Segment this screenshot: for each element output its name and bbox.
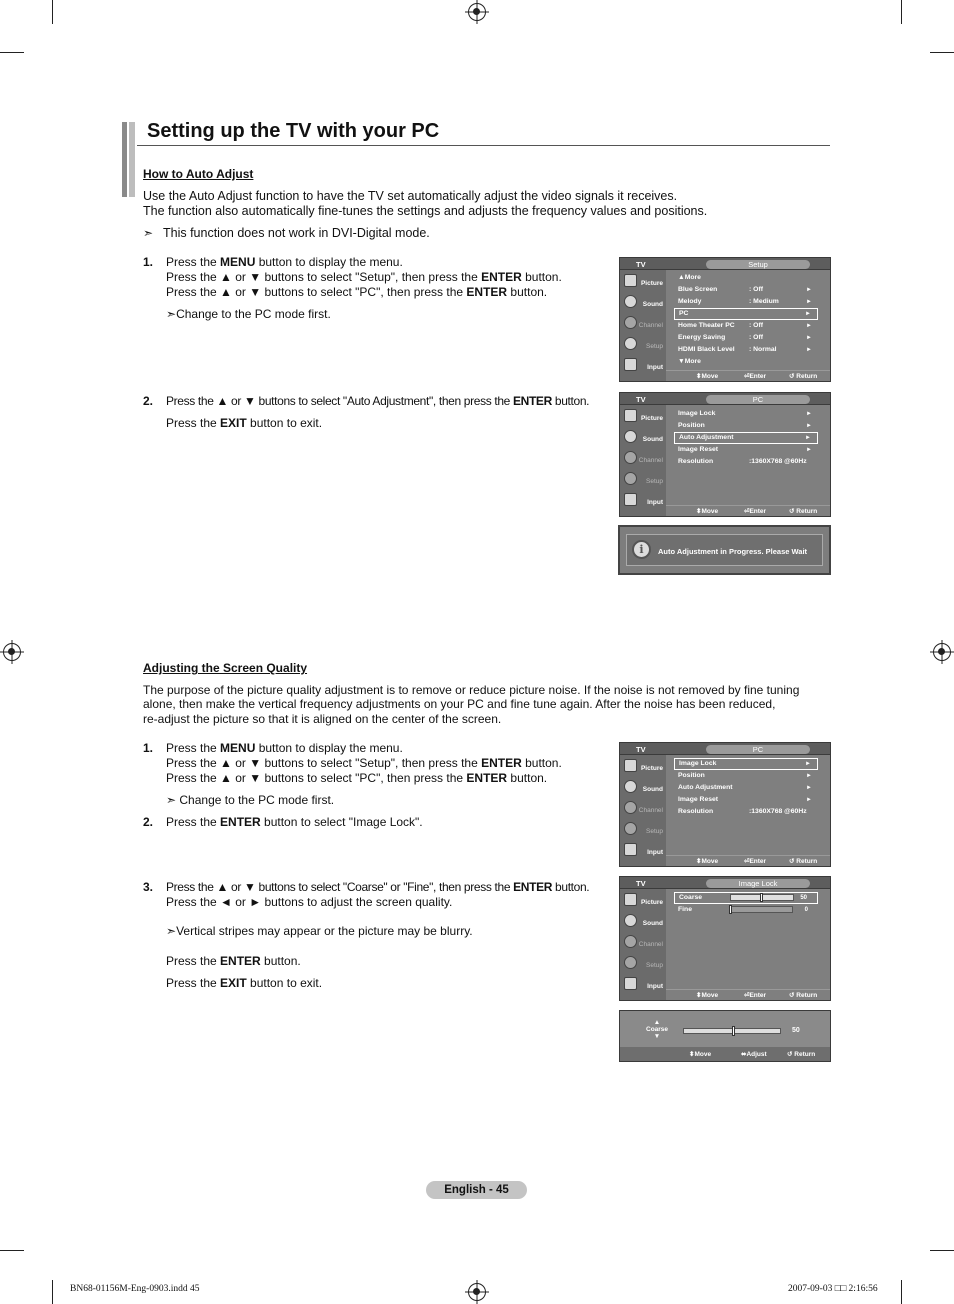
picture-icon: [624, 893, 637, 906]
input-icon: [624, 977, 637, 990]
screen-quality-step-3: 3. Press the ▲ or ▼ buttons to select "Coarse" or "Fine", then press the ENTER button. Press the ◄ or ► buttons to adjust the screen quality. ➣Vertical stripes may appear or the picture may be blurry. Press the ENTER button. Press the EXIT button to exit.: [143, 880, 590, 990]
screen-quality-para-2: alone, then make the vertical frequency adjustments on your PC and fine tune again. After the noise has been reduced,: [143, 697, 776, 711]
crop-mark: [901, 0, 902, 24]
osd-row: Position ►: [678, 772, 812, 779]
down-arrow-icon: ▼: [653, 1033, 661, 1040]
crop-mark: [901, 1280, 902, 1304]
enter-icon: ⏎Enter: [744, 508, 767, 515]
osd-row: Resolution :1360X768 @60Hz: [678, 458, 807, 465]
step-note: ➣Vertical stripes may appear or the picture may be blurry.: [166, 924, 473, 938]
picture-icon: [624, 274, 637, 287]
osd-title: Image Lock: [706, 879, 810, 888]
return-icon: ↺ Return: [787, 1051, 816, 1058]
osd-row-selected: PC ►: [674, 308, 818, 320]
osd-row-fine: Fine 0: [678, 906, 808, 913]
channel-icon: [624, 316, 637, 329]
coarse-adjust-osd: ▲ Coarse ▼ 50 ⬍Move ⬌Adjust ↺ Return: [619, 1010, 831, 1062]
adjust-icon: ⬌Adjust: [741, 1051, 767, 1058]
sound-icon: [624, 780, 637, 793]
sound-icon: [624, 914, 637, 927]
osd-setup-menu: TV Setup Picture Sound Channel Setup Input ▲More Blue Screen : Off ► Melody : Medium ► PC ► Home Theater PC : Off ► Energy Saving : Off ► HDMI Black Level : Normal ► ▼More ⬍Move ⏎Enter ↺ Return: [619, 257, 831, 382]
enter-icon: ⏎Enter: [744, 992, 767, 999]
registration-mark-icon: [468, 1283, 486, 1301]
move-icon: ⬍Move: [696, 373, 719, 380]
osd-row-coarse: Coarse 50: [674, 892, 818, 904]
step-number: 1.: [143, 255, 154, 269]
osd-row: ▼More: [678, 358, 701, 365]
crop-mark: [0, 52, 24, 53]
slider-thumb: [732, 1026, 735, 1036]
enter-icon: ⏎Enter: [744, 373, 767, 380]
move-icon: ⬍Move: [696, 858, 719, 865]
page-number-badge: English - 45: [426, 1181, 527, 1199]
coarse-adjust-slider: [683, 1028, 781, 1034]
step-number: 3.: [143, 880, 154, 894]
title-divider: [137, 145, 830, 146]
fine-slider-bar: [729, 906, 793, 913]
title-accent-bar: [122, 122, 127, 197]
osd-row-selected: Image Lock ►: [674, 758, 818, 770]
osd-title: Setup: [706, 260, 810, 269]
return-icon: ↺ Return: [789, 992, 818, 999]
channel-icon: [624, 935, 637, 948]
crop-mark: [52, 0, 53, 24]
print-slug-file: BN68-01156M-Eng-0903.indd 45: [70, 1284, 200, 1294]
registration-mark-icon: [468, 3, 486, 21]
intro-line-2: The function also automatically fine-tunes the settings and adjusts the frequency values and positions.: [143, 204, 708, 218]
up-arrow-icon: ▲: [653, 1019, 661, 1026]
picture-icon: [624, 759, 637, 772]
move-icon: ⬍Move: [689, 1051, 712, 1058]
osd-pc-menu-image-lock: TV PC Picture Sound Channel Setup Input Image Lock ► Position ► Auto Adjustment ► Image Reset ► Resolution :1360X768 @60Hz ⬍Move ⏎Enter ↺ Return: [619, 742, 831, 867]
input-icon: [624, 843, 637, 856]
info-icon: i: [632, 540, 651, 559]
intro-line-1: Use the Auto Adjust function to have the TV set automatically adjust the video signals it receives.: [143, 189, 678, 203]
osd-row: Energy Saving : Off ►: [678, 334, 812, 341]
osd-row: Image Reset ►: [678, 446, 812, 453]
crop-mark: [0, 1250, 24, 1251]
note-arrow-icon: ➣: [166, 793, 180, 807]
osd-image-lock-menu: TV Image Lock Picture Sound Channel Setup Input Coarse 50 Fine 0 ⬍Move ⏎Enter ↺ Return: [619, 876, 831, 1001]
setup-gear-icon: [624, 822, 637, 835]
return-icon: ↺ Return: [789, 858, 818, 865]
coarse-slider-bar: [730, 894, 794, 901]
screen-quality-para-1: The purpose of the picture quality adjustment is to remove or reduce picture noise. If the noise is not removed by fine tuning: [143, 683, 800, 697]
step-number: 2.: [143, 394, 154, 408]
osd-row: Position ►: [678, 422, 812, 429]
step-number: 1.: [143, 741, 154, 755]
return-icon: ↺ Return: [789, 508, 818, 515]
screen-quality-para-3: re-adjust the picture so that it is aligned on the center of the screen.: [143, 712, 502, 726]
step-note: ➣ Change to the PC mode first.: [166, 793, 335, 807]
crop-mark: [52, 1280, 53, 1304]
osd-row: Melody : Medium ►: [678, 298, 812, 305]
input-icon: [624, 358, 637, 371]
osd-row: ▲More: [678, 274, 701, 281]
crop-mark: [930, 1250, 954, 1251]
step-note: ➣Change to the PC mode first.: [166, 307, 331, 321]
step-number: 2.: [143, 815, 154, 829]
osd-pc-menu: TV PC Picture Sound Channel Setup Input Image Lock ► Position ► Auto Adjustment ► Image Reset ► Resolution :1360X768 @60Hz ⬍Move ⏎Enter ↺ Return: [619, 392, 831, 517]
crop-mark: [930, 52, 954, 53]
channel-icon: [624, 801, 637, 814]
section-heading-screen-quality: Adjusting the Screen Quality: [143, 661, 308, 675]
setup-gear-icon: [624, 956, 637, 969]
screen-quality-step-1: 1. Press the MENU button to display the menu. Press the ▲ or ▼ buttons to select "Setup", then press the ENTER button. Press the ▲ or ▼ buttons to select "PC", then press the ENTER button. ➣ Change to the PC mode first.: [143, 741, 562, 807]
osd-title: PC: [706, 745, 810, 754]
osd-row: HDMI Black Level : Normal ►: [678, 346, 812, 353]
setup-gear-icon: [624, 472, 637, 485]
section-heading-auto-adjust: How to Auto Adjust: [143, 167, 254, 181]
input-icon: [624, 493, 637, 506]
registration-mark-icon: [933, 643, 951, 661]
sound-icon: [624, 430, 637, 443]
move-icon: ⬍Move: [696, 992, 719, 999]
progress-message-text: Auto Adjustment in Progress. Please Wait: [658, 547, 808, 556]
screen-quality-step-2: 2. Press the ENTER button to select "Image Lock".: [143, 815, 423, 829]
osd-row: Image Lock ►: [678, 410, 812, 417]
osd-row: Image Reset ►: [678, 796, 812, 803]
osd-row: Resolution :1360X768 @60Hz: [678, 808, 807, 815]
registration-mark-icon: [3, 643, 21, 661]
note-dvi: [143, 226, 430, 241]
print-slug-date: 2007-09-03 □□ 2:16:56: [788, 1284, 878, 1294]
note-arrow-icon: ➣: [143, 226, 154, 240]
sound-icon: [624, 295, 637, 308]
note-arrow-icon: ➣: [166, 924, 177, 938]
auto-adjust-step-1: 1. Press the MENU button to display the menu. Press the ▲ or ▼ buttons to select "Setup", then press the ENTER button. Press the ▲ or ▼ buttons to select "PC", then press the ENTER button. ➣Change to the PC mode first.: [143, 255, 562, 321]
osd-row: Blue Screen : Off ►: [678, 286, 812, 293]
osd-row: Home Theater PC : Off ►: [678, 322, 812, 329]
note-text: This function does not work in DVI-Digital mode.: [163, 226, 430, 240]
page-title: Setting up the TV with your PC: [147, 120, 440, 142]
move-icon: ⬍Move: [696, 508, 719, 515]
picture-icon: [624, 409, 637, 422]
setup-gear-icon: [624, 337, 637, 350]
auto-adjust-progress-message: [618, 525, 831, 575]
osd-title: PC: [706, 395, 810, 404]
channel-icon: [624, 451, 637, 464]
title-accent-bar: [129, 122, 135, 197]
return-icon: ↺ Return: [789, 373, 818, 380]
note-arrow-icon: ➣: [166, 307, 177, 321]
osd-row: Auto Adjustment ►: [678, 784, 812, 791]
auto-adjust-step-2: 2. Press the ▲ or ▼ buttons to select "Auto Adjustment", then press the ENTER button. Press the EXIT button to exit.: [143, 394, 590, 430]
osd-row-selected: Auto Adjustment ►: [674, 432, 818, 444]
enter-icon: ⏎Enter: [744, 858, 767, 865]
